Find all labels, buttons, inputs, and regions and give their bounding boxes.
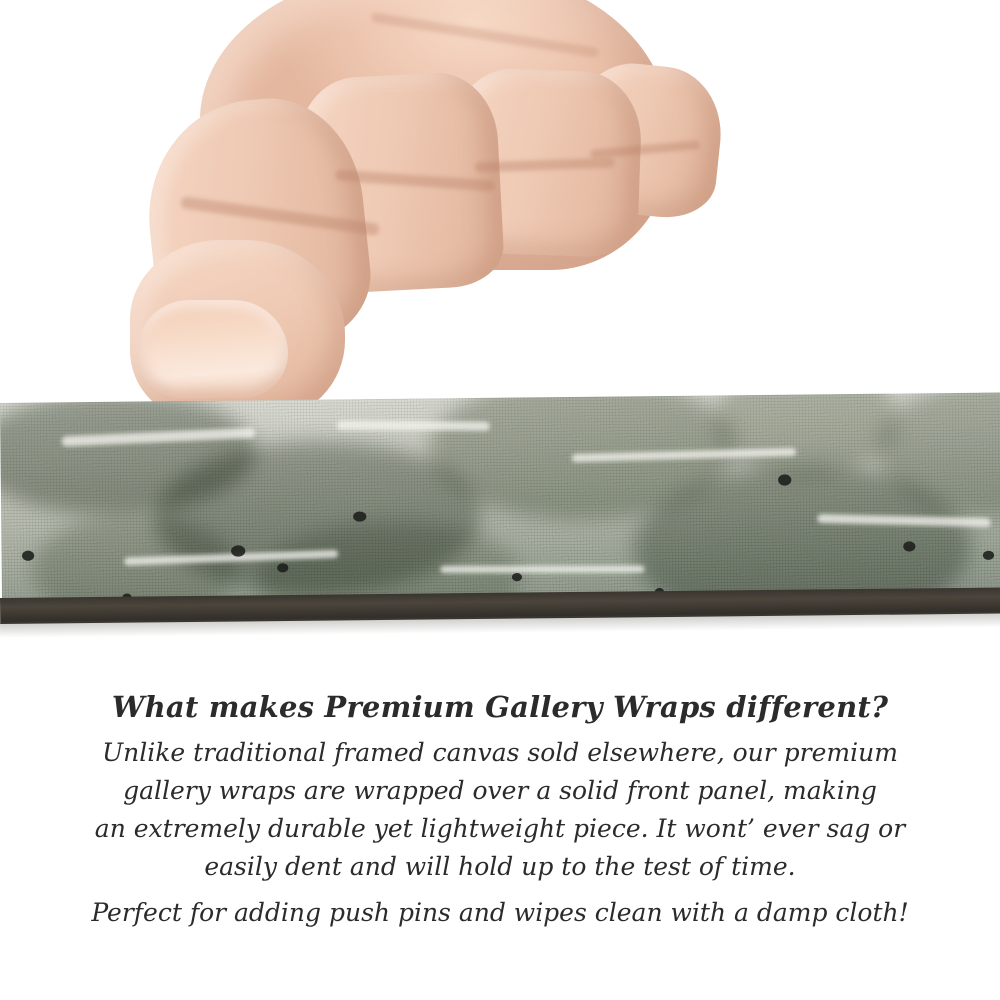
caption-line: gallery wraps are wrapped over a solid front panel, making — [123, 776, 877, 805]
thumbnail — [138, 300, 288, 398]
caption-line: Unlike traditional framed canvas sold elsewhere, our premium — [102, 738, 898, 767]
canvas-wrap-edge — [0, 392, 1000, 621]
caption-heading: What makes Premium Gallery Wraps different? — [111, 690, 889, 724]
canvas-speck — [903, 541, 915, 551]
canvas-speck — [353, 511, 366, 521]
caption-line: an extremely durable yet lightweight piece. It wont’ ever sag or — [94, 814, 906, 843]
canvas-speck — [22, 551, 34, 561]
canvas-texture-scratch — [440, 565, 644, 572]
canvas-speck — [231, 545, 245, 556]
hand-illustration — [120, 0, 700, 440]
caption-block — [0, 690, 1000, 932]
caption-closing-line: Perfect for adding push pins and wipes clean with a damp cloth! — [91, 898, 909, 927]
canvas-texture-highlight — [714, 392, 899, 477]
canvas-speck — [277, 563, 288, 572]
caption-line: easily dent and will hold up to the test of time. — [204, 852, 796, 881]
canvas-speck — [778, 474, 791, 485]
canvas-speck — [983, 551, 994, 560]
canvas-texture-scratch — [337, 421, 490, 431]
canvas-speck — [512, 573, 522, 581]
